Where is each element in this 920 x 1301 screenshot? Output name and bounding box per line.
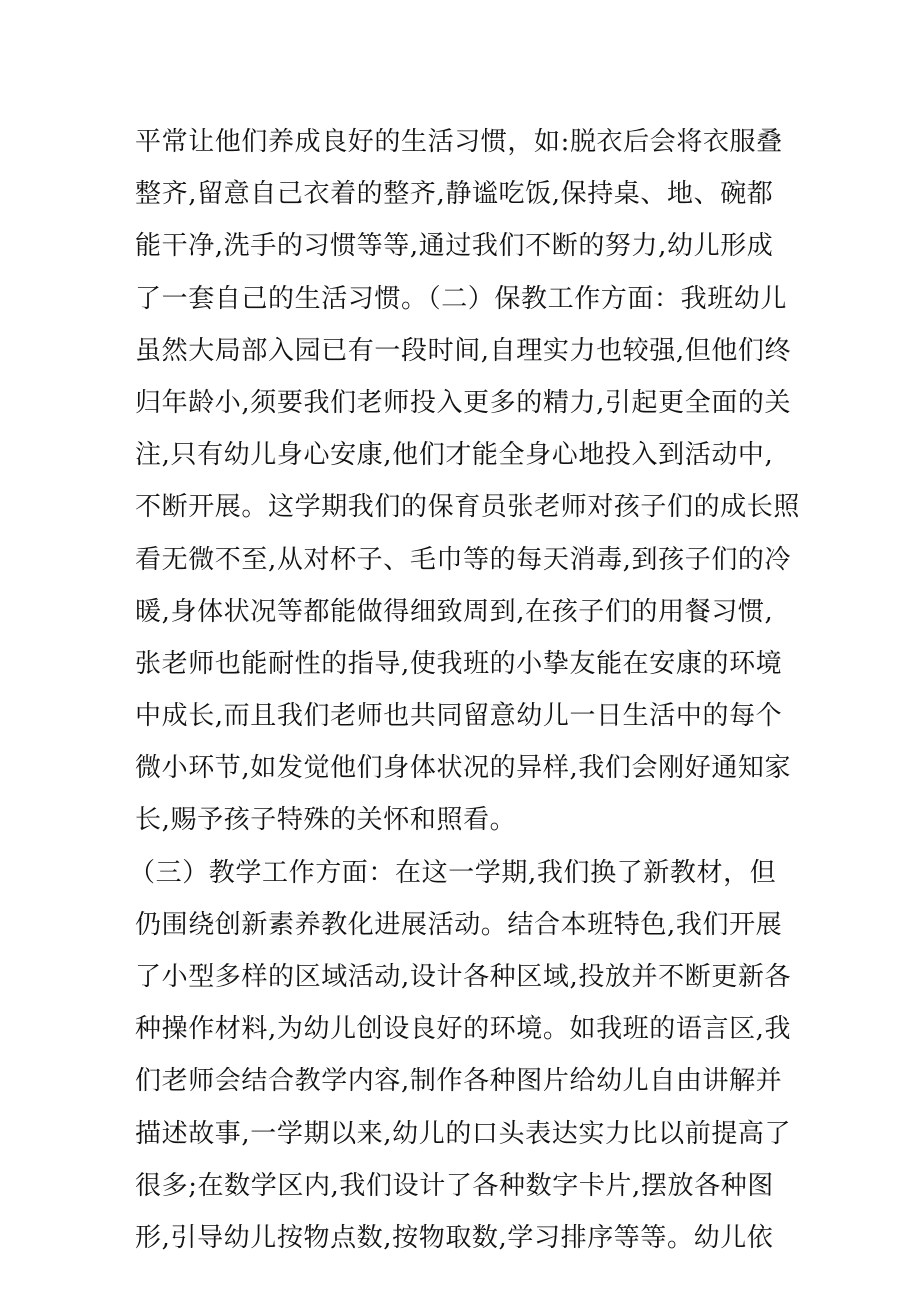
text-line: 很多;在数学区内,我们设计了各种数字卡片,摆放各种图 bbox=[135, 1170, 774, 1201]
text-line: 们老师会结合教学内容,制作各种图片给幼儿自由讲解并 bbox=[135, 1066, 783, 1097]
text-line: 中成长,而且我们老师也共同留意幼儿一日生活中的每个 bbox=[135, 701, 783, 732]
text-line: 整齐,留意自己衣着的整齐,静谧吃饭,保持桌、地、碗都 bbox=[135, 179, 774, 210]
text-line: 形,引导幼儿按物点数,按物取数,学习排序等等。幼儿依 bbox=[135, 1222, 774, 1253]
text-line: 种操作材料,为幼儿创设良好的环境。如我班的语言区,我 bbox=[135, 1014, 792, 1045]
text-line: 微小环节,如发觉他们身体状况的异样,我们会刚好通知家 bbox=[135, 753, 792, 784]
text-line: 长,赐予孩子特殊的关怀和照看。 bbox=[135, 805, 517, 836]
text-line: 仍围绕创新素养教化进展活动。结合本班特色,我们开展 bbox=[135, 909, 783, 940]
text-line: 平常让他们养成良好的生活习惯，如:脱衣后会将衣服叠 bbox=[135, 127, 783, 157]
text-line: 了小型多样的区域活动,设计各种区域,投放并不断更新各 bbox=[135, 962, 792, 992]
body-text bbox=[129, 122, 801, 1270]
text-line: 暖,身体状况等都能做得细致周到,在孩子们的用餐习惯, bbox=[135, 596, 774, 627]
section-heading-line: （三）教学工作方面：在这一学期,我们换了新教材，但 bbox=[129, 857, 777, 888]
text-line: 归年龄小,须要我们老师投入更多的精力,引起更全面的关 bbox=[135, 387, 792, 418]
text-line: 了一套自己的生活习惯。（二）保教工作方面：我班幼儿 bbox=[135, 283, 788, 314]
text-line: 能干净,洗手的习惯等等,通过我们不断的努力,幼儿形成 bbox=[135, 231, 774, 262]
text-line: 描述故事,一学期以来,幼儿的口头表达实力比以前提高了 bbox=[135, 1118, 792, 1149]
text-line: 看无微不至,从对杯子、毛巾等的每天消毒,到孩子们的冷 bbox=[135, 544, 792, 575]
text-line: 张老师也能耐性的指导,使我班的小挚友能在安康的环境 bbox=[135, 648, 783, 679]
text-line: 虽然大局部入园已有一段时间,自理实力也较强,但他们终 bbox=[135, 335, 792, 366]
text-line: 不断开展。这学期我们的保育员张老师对孩子们的成长照 bbox=[135, 492, 801, 523]
text-line: 注,只有幼儿身心安康,他们才能全身心地投入到活动中, bbox=[135, 440, 774, 471]
